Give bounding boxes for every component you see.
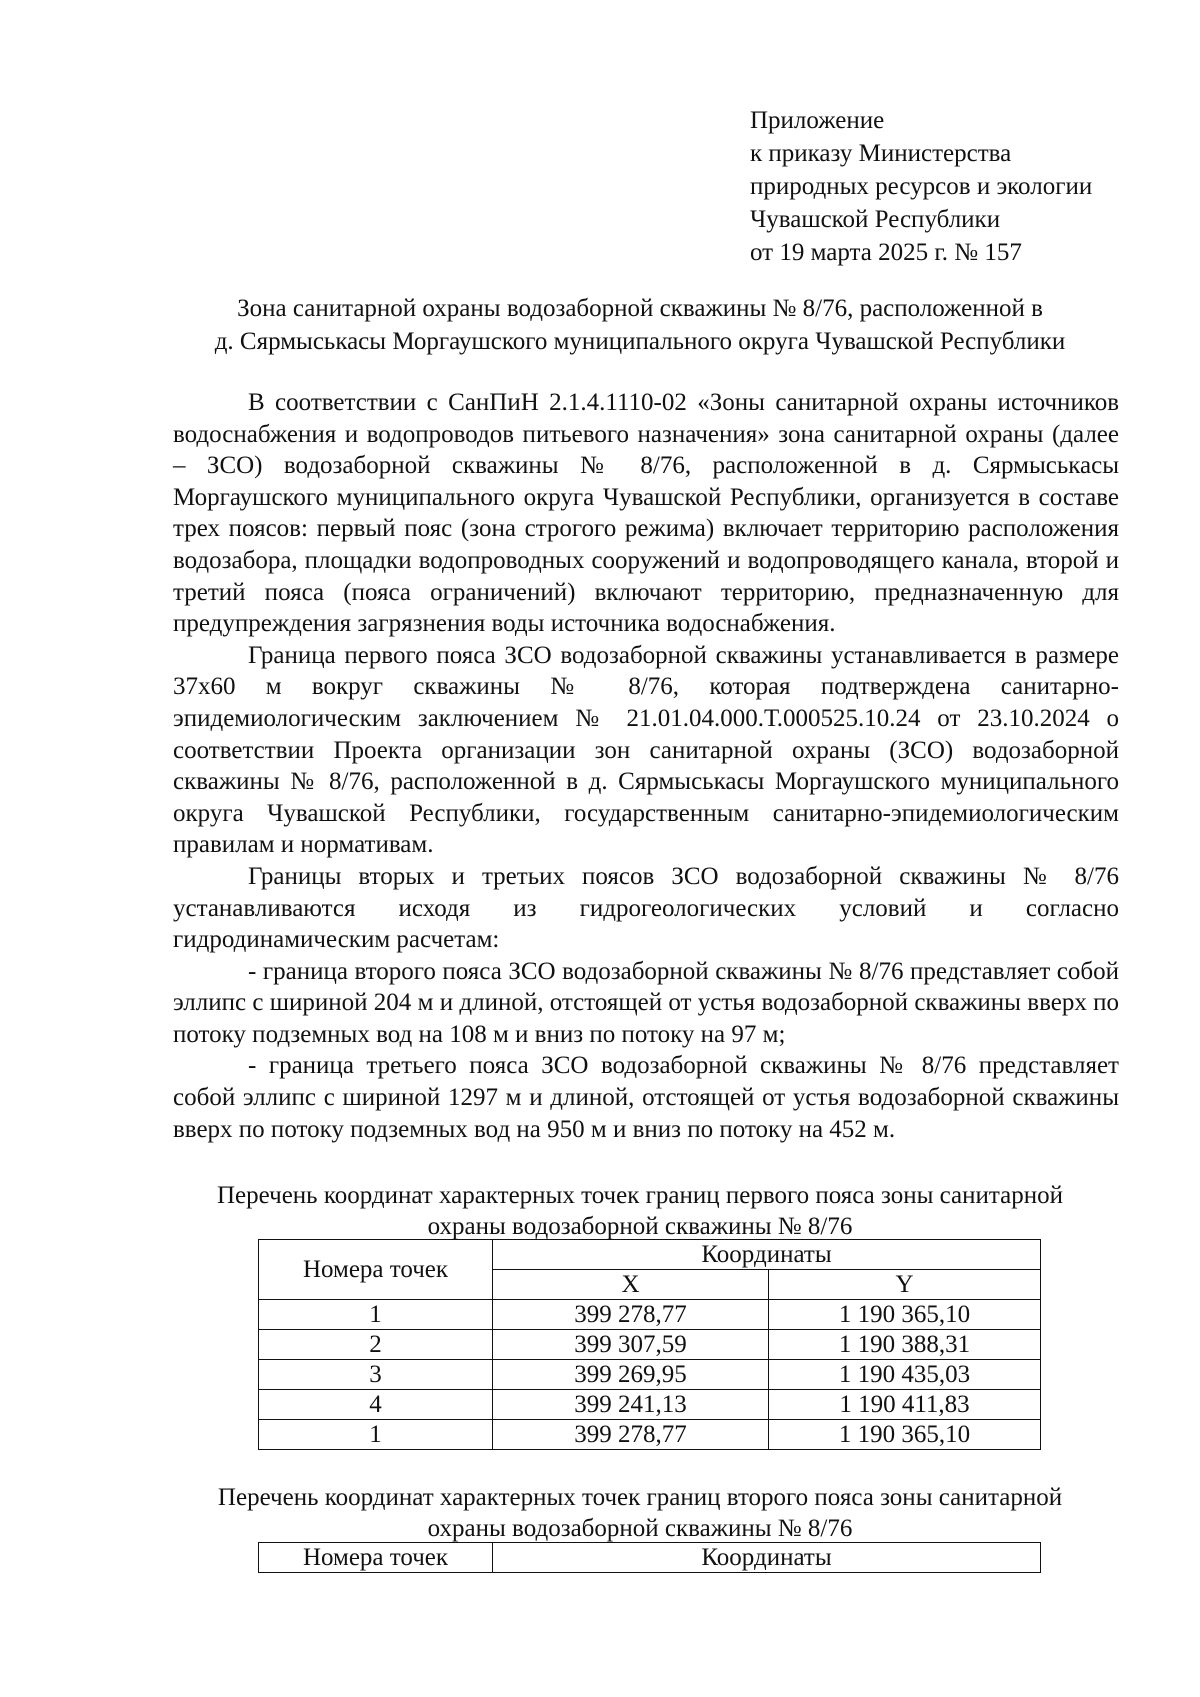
table-row [259,1360,1041,1390]
table2-header-coords: Координаты [493,1543,1041,1573]
document-title [150,292,1130,358]
coord-y: 1 190 365,10 [769,1420,1041,1450]
annex-line: к приказу Министерства [750,140,1012,167]
point-number: 2 [259,1330,493,1360]
point-number: 4 [259,1390,493,1420]
table1-title [150,1180,1130,1242]
body-paragraph: - граница второго пояса ЗСО водозаборной скважины № 8/76 представляет собой эллипс с шириной 204 м и длиной, отстоящей от устья водозаборной скважины вверх по потоку подземных вод на 108 м и вниз по потоку на 97 м; [173,957,1119,1048]
body-paragraph: В соответствии с СанПиН 2.1.4.1110-02 «Зоны санитарной охраны источников водоснабжения и водопроводов питьевого назначения» зона санитарной охраны (далее – ЗСО) водозаборной скважины № 8/76, расположенной в д. Сярмыськасы Моргаушского муниципального округа Чувашской Республики, организуется в составе трех поясов: первый пояс (зона строгого режима) включает территорию расположения водозабора, площадки водопроводных сооружений и водопроводящего канала, второй и третий пояса (пояса ограничений) включают территорию, предназначенную для предупреждения загрязнения воды источника водоснабжения. [173,389,1119,638]
table-row [259,1300,1041,1330]
annex-block [750,104,1092,269]
coord-x: 399 241,13 [493,1390,769,1420]
table2-title-line: охраны водозаборной скважины № 8/76 [427,1515,853,1542]
coord-x: 399 269,95 [493,1360,769,1390]
table2-header-points: Номера точек [259,1543,493,1573]
table1-header-y: Y [769,1270,1041,1300]
point-number: 1 [259,1300,493,1330]
annex-line: природных ресурсов и экологии [750,173,1093,200]
body-paragraph: Границы вторых и третьих поясов ЗСО водозаборной скважины № 8/76 устанавливаются исходя из гидрогеологических условий и согласно гидродинамическим расчетам: [173,862,1119,954]
coord-y: 1 190 365,10 [769,1300,1041,1330]
annex-line: от 19 марта 2025 г. № 157 [750,239,1022,266]
table1-header-points: Номера точек [259,1240,493,1300]
table1-header-coords: Координаты [493,1240,1041,1270]
table2-title [150,1482,1130,1544]
table-row [259,1420,1041,1450]
table2-coordinates [258,1542,1041,1573]
coord-y: 1 190 388,31 [769,1330,1041,1360]
annex-line: Чувашской Республики [750,206,1001,233]
coord-y: 1 190 435,03 [769,1360,1041,1390]
point-number: 3 [259,1360,493,1390]
document-body [173,387,1119,1145]
table2-title-line: Перечень координат характерных точек границ второго пояса зоны санитарной [217,1484,1063,1511]
coord-x: 399 307,59 [493,1330,769,1360]
title-line: Зона санитарной охраны водозаборной скважины № 8/76, расположенной в [237,295,1043,322]
coord-y: 1 190 411,83 [769,1390,1041,1420]
coord-x: 399 278,77 [493,1300,769,1330]
point-number: 1 [259,1420,493,1450]
table-row [259,1330,1041,1360]
coord-x: 399 278,77 [493,1420,769,1450]
table1-title-line: охраны водозаборной скважины № 8/76 [427,1213,853,1240]
table1-coordinates [258,1239,1041,1450]
table-row [259,1390,1041,1420]
table1-title-line: Перечень координат характерных точек границ первого пояса зоны санитарной [217,1182,1063,1209]
body-paragraph: Граница первого пояса ЗСО водозаборной скважины устанавливается в размере 37x60 м вокруг скважины № 8/76, которая подтверждена санитарно-эпидемиологическим заключением № 21.01.04.000.Т.000525.10.24 от 23.10.2024 о соответствии Проекта организации зон санитарной охраны (ЗСО) водозаборной скважины № 8/76, расположенной в д. Сярмыськасы Моргаушского муниципального округа Чувашской Республики, государственным санитарно-эпидемиологическим правилам и нормативам. [173,641,1119,859]
title-line: д. Сярмыськасы Моргаушского муниципального округа Чувашской Республики [214,328,1066,355]
table1-header-x: X [493,1270,769,1300]
annex-line: Приложение [750,107,885,134]
body-paragraph: - граница третьего пояса ЗСО водозаборной скважины № 8/76 представляет собой эллипс с шириной 1297 м и длиной, отстоящей от устья водозаборной скважины вверх по потоку подземных вод на 950 м и вниз по потоку на 452 м. [173,1052,1119,1143]
